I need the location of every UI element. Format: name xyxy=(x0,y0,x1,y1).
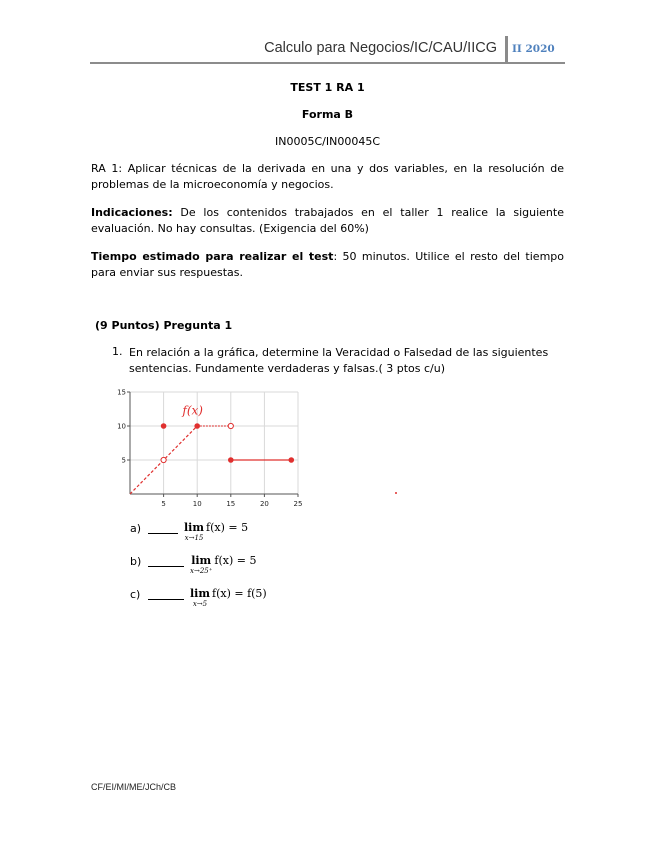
option-a-limit xyxy=(184,522,204,542)
x-tick-label-1: 10 xyxy=(192,500,202,508)
filled-point-2 xyxy=(228,457,234,463)
option-b-limit xyxy=(190,555,212,575)
option-a-lim-sub: x→15 xyxy=(184,534,204,542)
ra1-paragraph: RA 1: Aplicar técnicas de la derivada en una y dos variables, en la resolución de problemas de la microeconomía y negocios. xyxy=(91,162,564,191)
tiempo-text: : 50 minutos. Utilice el resto del tiempo para enviar sus respuestas. xyxy=(91,250,564,279)
open-point-0 xyxy=(161,457,166,462)
header-separator xyxy=(505,36,508,63)
footer-initials: CF/EI/MI/ME/JCh/CB xyxy=(91,782,177,792)
y-tick-label-1: 10 xyxy=(117,422,126,431)
y-tick-label-0: 5 xyxy=(121,456,126,465)
option-a-expression: f(x) = 5 xyxy=(206,521,249,534)
stray-mark xyxy=(395,492,397,494)
option-c-blank[interactable] xyxy=(148,599,184,600)
option-b-lim-word: lim xyxy=(191,554,212,567)
course-code: IN0005C/IN00045C xyxy=(275,135,380,148)
header-course: Calculo para Negocios/IC/CAU/IICG xyxy=(264,40,497,56)
option-a-letter: a) xyxy=(130,522,142,535)
x-tick-label-0: 5 xyxy=(161,500,166,508)
option-b xyxy=(130,555,257,575)
option-b-blank[interactable] xyxy=(148,566,184,567)
filled-point-3 xyxy=(288,457,294,463)
form-title: Forma B xyxy=(301,108,354,121)
option-c-expression: f(x) = f(5) xyxy=(212,587,267,600)
filled-point-1 xyxy=(194,423,200,429)
indicaciones-text: De los contenidos trabajados en el taller 1 realice la siguiente evaluación. No hay consultas. (Exigencia del 60%) xyxy=(91,206,564,235)
option-c xyxy=(130,588,267,608)
indicaciones-label: Indicaciones: xyxy=(91,206,173,219)
function-label: f(x) xyxy=(182,403,203,418)
tiempo-label: Tiempo estimado para realizar el test xyxy=(91,250,334,263)
header-rule xyxy=(90,62,565,64)
option-a xyxy=(130,522,248,542)
question-number: 1. xyxy=(112,345,123,358)
option-b-lim-sub: x→25⁺ xyxy=(190,567,213,575)
x-tick-label-2: 15 xyxy=(226,500,236,508)
option-b-letter: b) xyxy=(130,555,142,568)
x-tick-label-4: 25 xyxy=(293,500,303,508)
option-c-lim-word: lim xyxy=(190,587,210,600)
y-tick-label-2: 15 xyxy=(117,388,126,397)
option-b-expression: f(x) = 5 xyxy=(214,554,257,567)
option-c-limit xyxy=(190,588,210,608)
option-a-blank[interactable] xyxy=(148,533,178,534)
test-title: TEST 1 RA 1 xyxy=(290,81,365,94)
function-graph xyxy=(118,384,308,514)
header-year: II 2020 xyxy=(512,43,555,55)
question-text: En relación a la gráfica, determine la Veracidad o Falsedad de las siguientes sentencias. Fundamente verdaderas y falsas.( 3 ptos c/u) xyxy=(129,346,549,375)
option-c-lim-sub: x→5 xyxy=(192,600,208,608)
filled-point-0 xyxy=(161,423,167,429)
open-point-1 xyxy=(228,423,233,428)
option-c-letter: c) xyxy=(130,588,141,601)
question-heading: (9 Puntos) Pregunta 1 xyxy=(95,319,233,332)
tiempo-paragraph xyxy=(91,249,564,281)
indicaciones-paragraph xyxy=(91,205,564,237)
option-a-lim-word: lim xyxy=(184,521,204,534)
x-tick-label-3: 20 xyxy=(259,500,269,508)
